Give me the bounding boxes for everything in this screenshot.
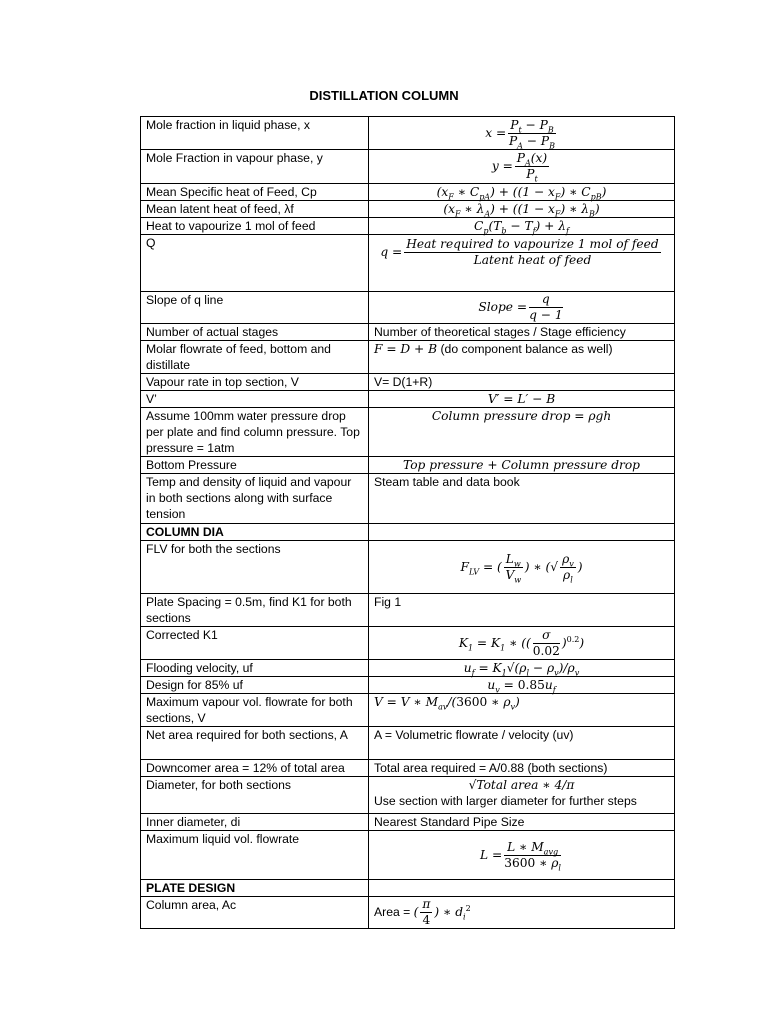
row-value: Number of theoretical stages / Stage efficiency <box>369 324 675 341</box>
row-label: Heat to vapourize 1 mol of feed <box>141 218 369 235</box>
row-value: Area = <box>374 905 411 919</box>
table-row <box>141 694 675 727</box>
row-label: FLV for both the sections <box>141 541 369 594</box>
row-label: Slope of q line <box>141 292 369 324</box>
section-title: PLATE DESIGN <box>141 880 369 897</box>
row-label: Net area required for both sections, A <box>141 727 369 760</box>
empty-cell <box>369 880 675 897</box>
formula-x: x = $\frac{P_t - P_B}{P_A - P_B}$ <box>369 117 675 150</box>
row-label: Corrected K1 <box>141 627 369 660</box>
table-row <box>141 814 675 831</box>
formula-pressure-drop: Column pressure drop = ρgh <box>369 408 675 457</box>
row-label: V’ <box>141 391 369 408</box>
formula-vapour-flowrate: V = V ∗ $M_{av}/(3600$ ∗ $\rho_v$) <box>369 694 675 727</box>
diameter-cell <box>369 777 675 814</box>
row-value: Nearest Standard Pipe Size <box>369 814 675 831</box>
row-label: Temp and density of liquid and vapour in both sections along with surface tension <box>141 474 369 524</box>
table-row <box>141 457 675 474</box>
table-row <box>141 660 675 677</box>
row-label: Mean latent heat of feed, λf <box>141 201 369 218</box>
row-label: Plate Spacing = 0.5m, find K1 for both sections <box>141 594 369 627</box>
row-label: Mole fraction in liquid phase, x <box>141 117 369 150</box>
table-row <box>141 150 675 184</box>
formula-q: q = $\frac{\text{Heat required to vapourize 1 mol of feed}}{\text{Latent heat of feed}}$ <box>369 235 675 292</box>
row-label: Maximum vapour vol. flowrate for both sections, V <box>141 694 369 727</box>
table-row <box>141 201 675 218</box>
row-value: Use section with larger diameter for further steps <box>374 794 637 808</box>
row-value: Total area required = A/0.88 (both sections) <box>369 760 675 777</box>
table-row <box>141 184 675 201</box>
row-label: Column area, Ac <box>141 897 369 929</box>
table-row <box>141 541 675 594</box>
row-label: Flooding velocity, uf <box>141 660 369 677</box>
empty-cell <box>369 524 675 541</box>
design-table <box>140 116 675 929</box>
table-row <box>141 117 675 150</box>
row-label: Number of actual stages <box>141 324 369 341</box>
formula-liquid-flowrate: L = $\frac{L ∗ M_{avg}}{3600 ∗ \rho_l}$ <box>369 831 675 880</box>
formula-material-balance: F = D + B (do component balance as well) <box>369 341 675 374</box>
row-label: Molar flowrate of feed, bottom and distillate <box>141 341 369 374</box>
table-row <box>141 727 675 760</box>
row-label: Design for 85% uf <box>141 677 369 694</box>
row-label: Vapour rate in top section, V <box>141 374 369 391</box>
row-label: Diameter, for both sections <box>141 777 369 814</box>
row-label: Bottom Pressure <box>141 457 369 474</box>
table-row <box>141 777 675 814</box>
formula-y: y = $\frac{P_A(x)}{P_t}$ <box>369 150 675 184</box>
formula-slope: Slope = $\frac{q}{q - 1}$ <box>369 292 675 324</box>
table-row <box>141 391 675 408</box>
table-row <box>141 594 675 627</box>
row-label: Mole Fraction in vapour phase, y <box>141 150 369 184</box>
table-row <box>141 341 675 374</box>
formula-vapourize-heat: $C_p(T_b - T_f) + \lambda_f$ <box>369 218 675 235</box>
formula-flooding-velocity: $u_f = K_1√(\rho_l - \rho_v)/\rho_v$ <box>369 660 675 677</box>
formula-flv: $F_{LV}$ = ( $\frac{L_w}{V_w}$ ) ∗ (√ $\frac{\rho_v}{\rho_l}$ ) <box>369 541 675 594</box>
table-row <box>141 235 675 292</box>
table-row <box>141 831 675 880</box>
formula-bottom-pressure: Top pressure + Column pressure drop <box>369 457 675 474</box>
row-label: Inner diameter, di <box>141 814 369 831</box>
table-row <box>141 408 675 457</box>
row-value: A = Volumetric flowrate / velocity (uv) <box>369 727 675 760</box>
table-row <box>141 324 675 341</box>
table-row <box>141 474 675 524</box>
page-title: DISTILLATION COLUMN <box>309 88 459 103</box>
formula-latent-heat: ($x_F$ ∗ $\lambda_A) + ((1 - x_F)$ ∗ $\lambda_B$) <box>369 201 675 218</box>
table-row <box>141 374 675 391</box>
row-value: V= D(1+R) <box>369 374 675 391</box>
row-label: Q <box>141 235 369 292</box>
formula-v-prime: V′ = L′ − B <box>369 391 675 408</box>
row-label: Maximum liquid vol. flowrate <box>141 831 369 880</box>
formula-corrected-k1: $K_1 = K_1$ ∗ (( $\frac{\sigma}{0.02}$ )$^{0.2}$) <box>369 627 675 660</box>
row-value: Steam table and data book <box>369 474 675 524</box>
formula-design-velocity: $u_v = 0.85u_f$ <box>369 677 675 694</box>
row-label: Downcomer area = 12% of total area <box>141 760 369 777</box>
column-area-cell: Area = ( $\frac{\pi}{4}$ ) ∗ $d_i^2$ <box>369 897 675 929</box>
table-row <box>141 292 675 324</box>
table-row <box>141 218 675 235</box>
formula-cp: ($x_F$ ∗ $C_{pA}) + ((1 - x_F)$ ∗ $C_{pB}$) <box>369 184 675 201</box>
section-header <box>141 880 675 897</box>
row-value: Fig 1 <box>369 594 675 627</box>
table-row <box>141 677 675 694</box>
formula-diameter: √Total area ∗ 4/π <box>468 778 575 792</box>
table-row <box>141 760 675 777</box>
table-row <box>141 627 675 660</box>
row-label: Mean Specific heat of Feed, Cp <box>141 184 369 201</box>
row-label: Assume 100mm water pressure drop per plate and find column pressure. Top pressure = 1atm <box>141 408 369 457</box>
table-row <box>141 897 675 929</box>
section-header <box>141 524 675 541</box>
row-value: (do component balance as well) <box>440 342 613 356</box>
section-title: COLUMN DIA <box>141 524 369 541</box>
